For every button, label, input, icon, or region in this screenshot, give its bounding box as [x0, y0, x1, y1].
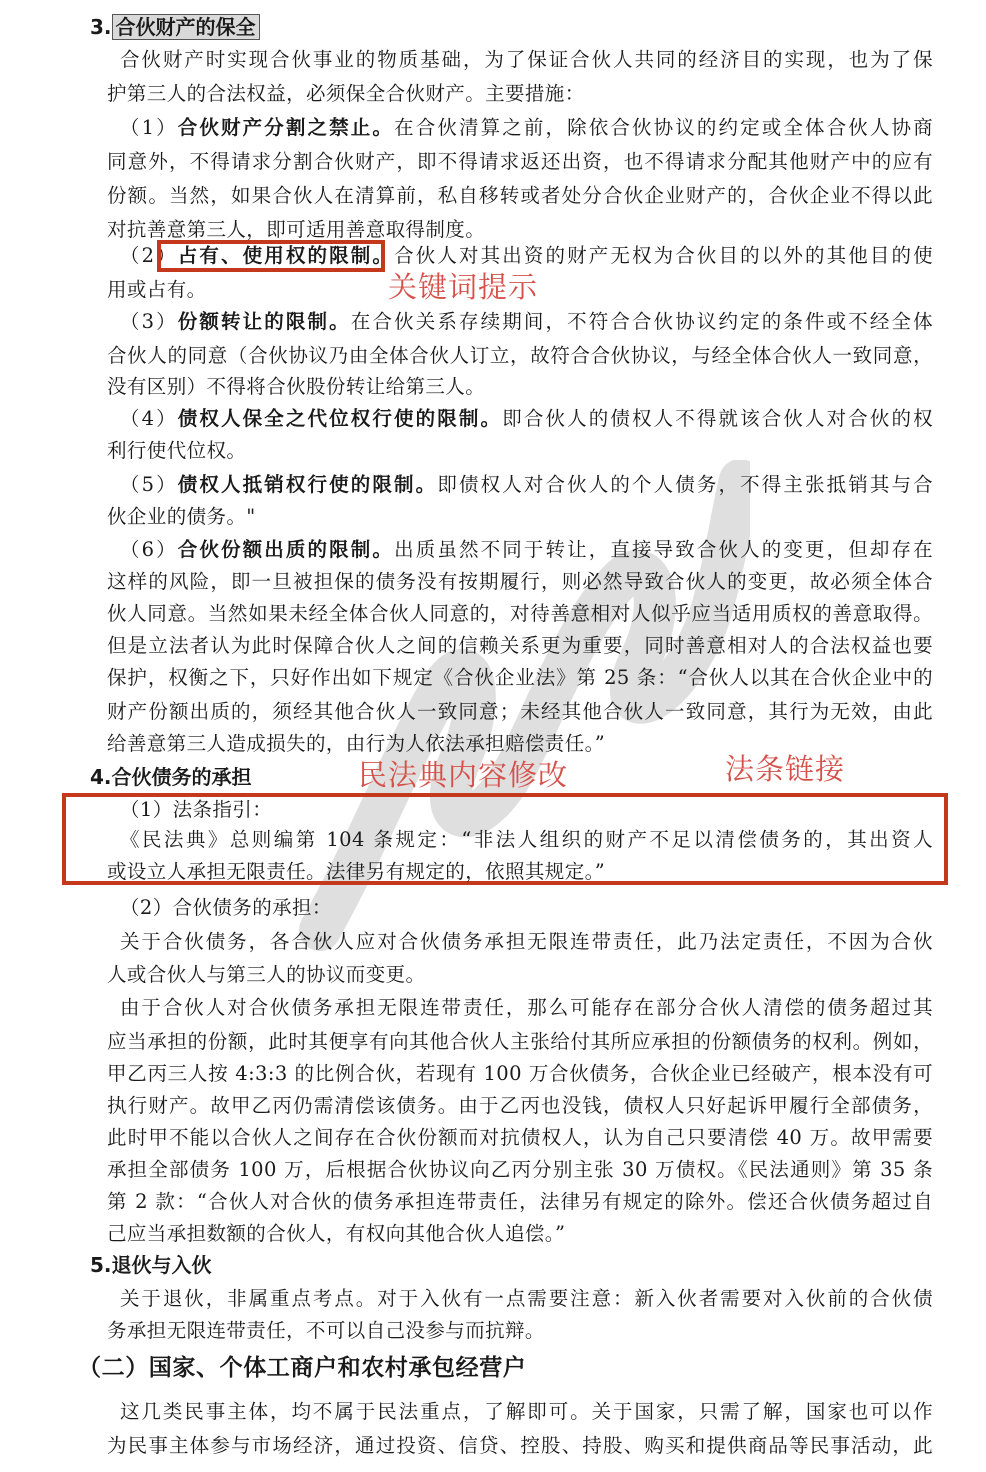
item-text: 即债权人对合伙人的个人债务，不得主张抵销其与合 — [437, 473, 934, 496]
paragraph-line: 财产份额出质的，须经其他合伙人一致同意；未经其他合伙人一致同意，其行为无效，由此 — [107, 700, 933, 723]
sub-heading-law-guide: （1）法条指引： — [120, 798, 273, 821]
section-title: 退伙与入伙 — [111, 1253, 212, 1277]
paragraph-line: 伙人同意。当然如果未经全体合伙人同意的，对待善意相对人似乎应当适用质权的善意取得。 — [107, 602, 933, 625]
paragraph-line: 给善意第三人造成损失的，由行为人依法承担赔偿责任。” — [107, 732, 606, 755]
chapter-heading: （二）国家、个体工商户和农村承包经营户 — [78, 1355, 527, 1381]
paragraph-line: 执行财产。故甲乙丙仍需清偿该债务。由于乙丙也没钱，债权人只好起诉甲履行全部债务， — [107, 1094, 933, 1117]
annotation-keyword-hint: 关键词提示 — [388, 270, 539, 304]
paragraph-line: 对抗善意第三人，即可适用善意取得制度。 — [107, 218, 486, 241]
item-number: （4） — [120, 407, 178, 430]
item-text: 出质虽然不同于转让，直接导致合伙人的变更，但却存在 — [394, 538, 933, 561]
paragraph-line: 护第三人的合法权益，必须保全合伙财产。主要措施： — [107, 82, 585, 105]
law-citation-line: 《民法典》总则编第 104 条规定：“非法人组织的财产不足以清偿债务的，其出资人 — [120, 828, 933, 851]
section-5-heading — [90, 1250, 212, 1280]
highlighted-title: 合伙财产的保全 — [112, 14, 260, 40]
item-number: （3） — [120, 310, 178, 333]
paragraph-line: 没有区别）不得将合伙股份转让给第三人。 — [107, 375, 486, 398]
item-number: （1） — [120, 116, 178, 139]
paragraph-line: 用或占有。 — [107, 278, 207, 301]
annotation-civil-code-change: 民法典内容修改 — [358, 758, 569, 792]
list-item-4 — [120, 404, 933, 434]
paragraph-line: 但是立法者认为此时保障合伙人之间的信赖关系更为重要，同时善意相对人的合法权益也要 — [107, 634, 933, 657]
item-keyword: 债权人抵销权行使的限制。 — [177, 473, 438, 496]
paragraph-line: 这样的风险，即一旦被担保的债务没有按期履行，则必然导致合伙人的变更，故必须全体合 — [107, 570, 933, 593]
paragraph-line: 关于退伙，非属重点考点。对于入伙有一点需要注意：新入伙者需要对入伙前的合伙债 — [120, 1287, 933, 1310]
section-number: 3. — [90, 15, 112, 39]
paragraph-line: 同意外，不得请求分割合伙财产，即不得请求返还出资，也不得请求分配其他财产中的应有 — [107, 150, 933, 173]
paragraph-line: 利行使代位权。 — [107, 439, 247, 462]
paragraph-line: 这几类民事主体，均不属于民法重点，了解即可。关于国家，只需了解，国家也可以作 — [120, 1400, 933, 1423]
item-number: （5） — [120, 473, 178, 496]
keyword-highlight-box — [157, 240, 385, 272]
item-keyword: 债权人保全之代位权行使的限制。 — [177, 407, 503, 430]
item-number: （6） — [120, 538, 178, 561]
paragraph-line: 关于合伙债务，各合伙人应对合伙债务承担无限连带责任，此乃法定责任，不因为合伙 — [120, 930, 933, 953]
paragraph-line: 伙企业的债务。" — [107, 505, 256, 528]
item-text: 即合伙人的债权人不得就该合伙人对合伙的权 — [502, 407, 933, 430]
section-3-heading — [90, 12, 260, 42]
item-keyword: 合伙财产分割之禁止。 — [177, 116, 395, 139]
paragraph-line: 份额。当然，如果合伙人在清算前，私自移转或者处分合伙企业财产的，合伙企业不得以此 — [107, 184, 933, 207]
paragraph-line: 己应当承担数额的合伙人，有权向其他合伙人追偿。” — [107, 1222, 566, 1245]
paragraph-line: 为民事主体参与市场经济，通过投资、信贷、控股、持股、购买和提供商品等民事活动，此 — [107, 1434, 933, 1457]
item-keyword: 份额转让的限制。 — [177, 310, 351, 333]
item-keyword: 合伙份额出质的限制。 — [177, 538, 395, 561]
paragraph-line: 第 2 款：“合伙人对合伙的债务承担连带责任，法律另有规定的除外。偿还合伙债务超过自 — [107, 1190, 933, 1213]
item-keyword: 占有、使用权的限制。 — [177, 244, 395, 267]
paragraph-line: 务承担无限连带责任，不可以自己没参与而抗辩。 — [107, 1319, 545, 1342]
paragraph-line: 此时甲不能以合伙人之间存在合伙份额而对抗债权人，认为自己只要清偿 40 万。故甲需要 — [107, 1126, 933, 1149]
paragraph-line: 由于合伙人对合伙债务承担无限连带责任，那么可能存在部分合伙人清偿的债务超过其 — [120, 996, 933, 1019]
list-item-1 — [120, 113, 933, 143]
list-item-6 — [120, 535, 933, 565]
paragraph-line: 合伙人的同意（合伙协议乃由全体合伙人订立，故符合合伙协议，与经全体合伙人一致同意， — [107, 344, 933, 367]
list-item-3 — [120, 307, 933, 337]
section-number: 4. — [90, 765, 112, 789]
paragraph-line: 人或合伙人与第三人的协议而变更。 — [107, 963, 426, 986]
item-text: 在合伙清算之前，除依合伙协议的约定或全体合伙人协商 — [394, 116, 933, 139]
law-citation-line: 或设立人承担无限责任。法律另有规定的，依照其规定。” — [107, 860, 606, 883]
paragraph-line: 承担全部债务 100 万，后根据合伙协议向乙丙分别主张 30 万债权。《民法通则》第 35 条 — [107, 1158, 933, 1181]
paragraph-line: 保护，权衡之下，只好作出如下规定《合伙企业法》第 25 条：“合伙人以其在合伙企业中的 — [107, 666, 933, 689]
item-number: （2） — [120, 244, 178, 267]
list-item-5 — [120, 470, 933, 500]
sub-heading-debt-bearing: （2）合伙债务的承担： — [120, 896, 332, 919]
section-title: 合伙债务的承担 — [111, 765, 252, 789]
paragraph-line: 甲乙丙三人按 4:3:3 的比例合伙，若现有 100 万合伙债务，合伙企业已经破产，根本没有可 — [107, 1062, 933, 1085]
section-number: 5. — [90, 1253, 112, 1277]
paragraph-line: 合伙财产时实现合伙事业的物质基础，为了保证合伙人共同的经济目的实现，也为了保 — [120, 48, 933, 71]
section-4-heading — [90, 762, 252, 792]
item-text: 合伙人对其出资的财产无权为合伙目的以外的其他目的使 — [394, 244, 933, 267]
item-text: 在合伙关系存续期间，不符合合伙协议约定的条件或不经全体 — [350, 310, 933, 333]
annotation-law-link: 法条链接 — [725, 752, 846, 786]
paragraph-line: 应当承担的份额，此时其便享有向其他合伙人主张给付其所应承担的份额债务的权利。例如， — [107, 1030, 933, 1053]
